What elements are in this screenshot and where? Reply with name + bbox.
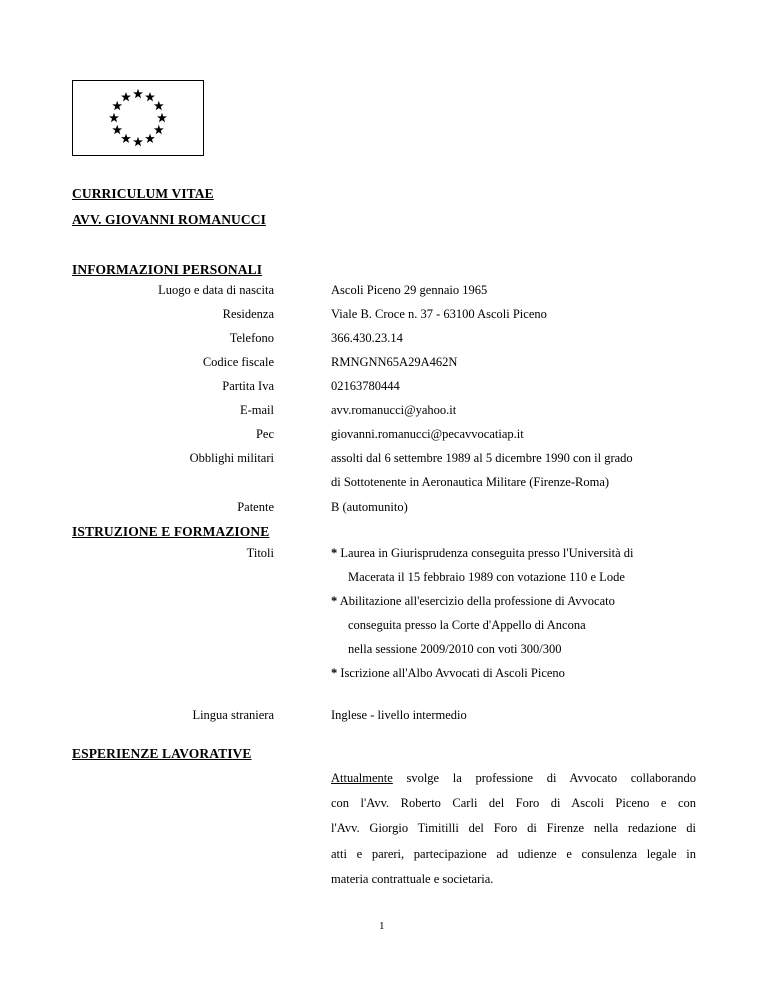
- paragraph-line: atti e pareri, partecipazione ad udienze e consulenza legale in: [331, 846, 696, 861]
- label-tax-code: Codice fiscale: [202, 355, 274, 369]
- section-heading-personal: INFORMAZIONI PERSONALI: [72, 262, 263, 277]
- flag-star: [154, 101, 164, 110]
- person-name: AVV. GIOVANNI ROMANUCCI: [72, 212, 266, 227]
- value-tax-code: RMNGNN65A29A462N: [331, 355, 458, 369]
- page-number: 1: [379, 920, 385, 932]
- flag-star: [109, 113, 119, 122]
- flag-star: [145, 92, 155, 101]
- flag-star: [133, 137, 143, 146]
- value-military: assolti dal 6 settembre 1989 al 5 dicembre 1990 con il grado: [331, 451, 633, 465]
- value-birth: Ascoli Piceno 29 gennaio 1965: [331, 283, 488, 297]
- list-item: [331, 546, 634, 561]
- value-phone: 366.430.23.14: [331, 331, 403, 345]
- list-item: [331, 594, 615, 609]
- value-military-cont: di Sottotenente in Aeronautica Militare (Firenze-Roma): [331, 475, 610, 489]
- value-language: Inglese - livello intermedio: [331, 708, 467, 722]
- bullet-icon: *: [331, 546, 338, 560]
- label-birth: Luogo e data di nascita: [158, 283, 274, 297]
- label-pec: Pec: [255, 427, 274, 441]
- eu-flag-logo: [72, 80, 204, 156]
- paragraph-line: materia contrattuale e societaria.: [331, 871, 494, 886]
- list-item-cont: Macerata il 15 febbraio 1989 con votazione 110 e Lode: [348, 570, 625, 584]
- section-heading-education: ISTRUZIONE E FORMAZIONE: [72, 524, 270, 539]
- document-title: CURRICULUM VITAE: [72, 186, 214, 201]
- label-license: Patente: [237, 500, 274, 514]
- label-residence: Residenza: [222, 307, 274, 321]
- label-titles: Titoli: [246, 546, 274, 560]
- eu-flag-icon: [73, 81, 203, 155]
- value-vat: 02163780444: [331, 379, 400, 393]
- label-military: Obblighi militari: [189, 451, 274, 465]
- list-item-cont: nella sessione 2009/2010 con voti 300/300: [348, 642, 562, 656]
- label-email: E-mail: [239, 403, 274, 417]
- bullet-icon: *: [331, 594, 338, 608]
- flag-star: [157, 113, 167, 122]
- paragraph-line: [331, 766, 696, 791]
- list-item-cont: conseguita presso la Corte d'Appello di Ancona: [348, 618, 586, 632]
- value-license: B (automunito): [331, 500, 408, 514]
- flag-star: [133, 89, 143, 98]
- lead-word: Attualmente: [331, 771, 393, 785]
- paragraph-line-text: svolge la professione di Avvocato collaborando: [392, 771, 696, 785]
- list-item: [331, 666, 565, 681]
- flag-star: [121, 92, 131, 101]
- value-residence: Viale B. Croce n. 37 - 63100 Ascoli Piceno: [331, 307, 547, 321]
- flag-star: [112, 125, 122, 134]
- flag-star: [121, 134, 131, 143]
- value-email: avv.romanucci@yahoo.it: [331, 403, 457, 417]
- list-item-text: Laurea in Giurisprudenza conseguita presso l'Università di: [340, 546, 634, 560]
- flag-star: [112, 101, 122, 110]
- flag-star: [154, 125, 164, 134]
- flag-star: [145, 134, 155, 143]
- list-item-text: Abilitazione all'esercizio della professione di Avvocato: [339, 594, 615, 608]
- experience-paragraph: [331, 766, 696, 892]
- paragraph-line: l'Avv. Giorgio Timitilli del Foro di Firenze nella redazione di: [331, 821, 696, 836]
- label-language: Lingua straniera: [192, 708, 274, 722]
- paragraph-line: con l'Avv. Roberto Carli del Foro di Ascoli Piceno e con: [331, 796, 696, 811]
- section-heading-experience: ESPERIENZE LAVORATIVE: [72, 746, 252, 761]
- list-item-text: Iscrizione all'Albo Avvocati di Ascoli Piceno: [340, 666, 565, 680]
- label-vat: Partita Iva: [222, 379, 274, 393]
- label-phone: Telefono: [229, 331, 274, 345]
- bullet-icon: *: [331, 666, 338, 680]
- value-pec: giovanni.romanucci@pecavvocatiap.it: [331, 427, 524, 441]
